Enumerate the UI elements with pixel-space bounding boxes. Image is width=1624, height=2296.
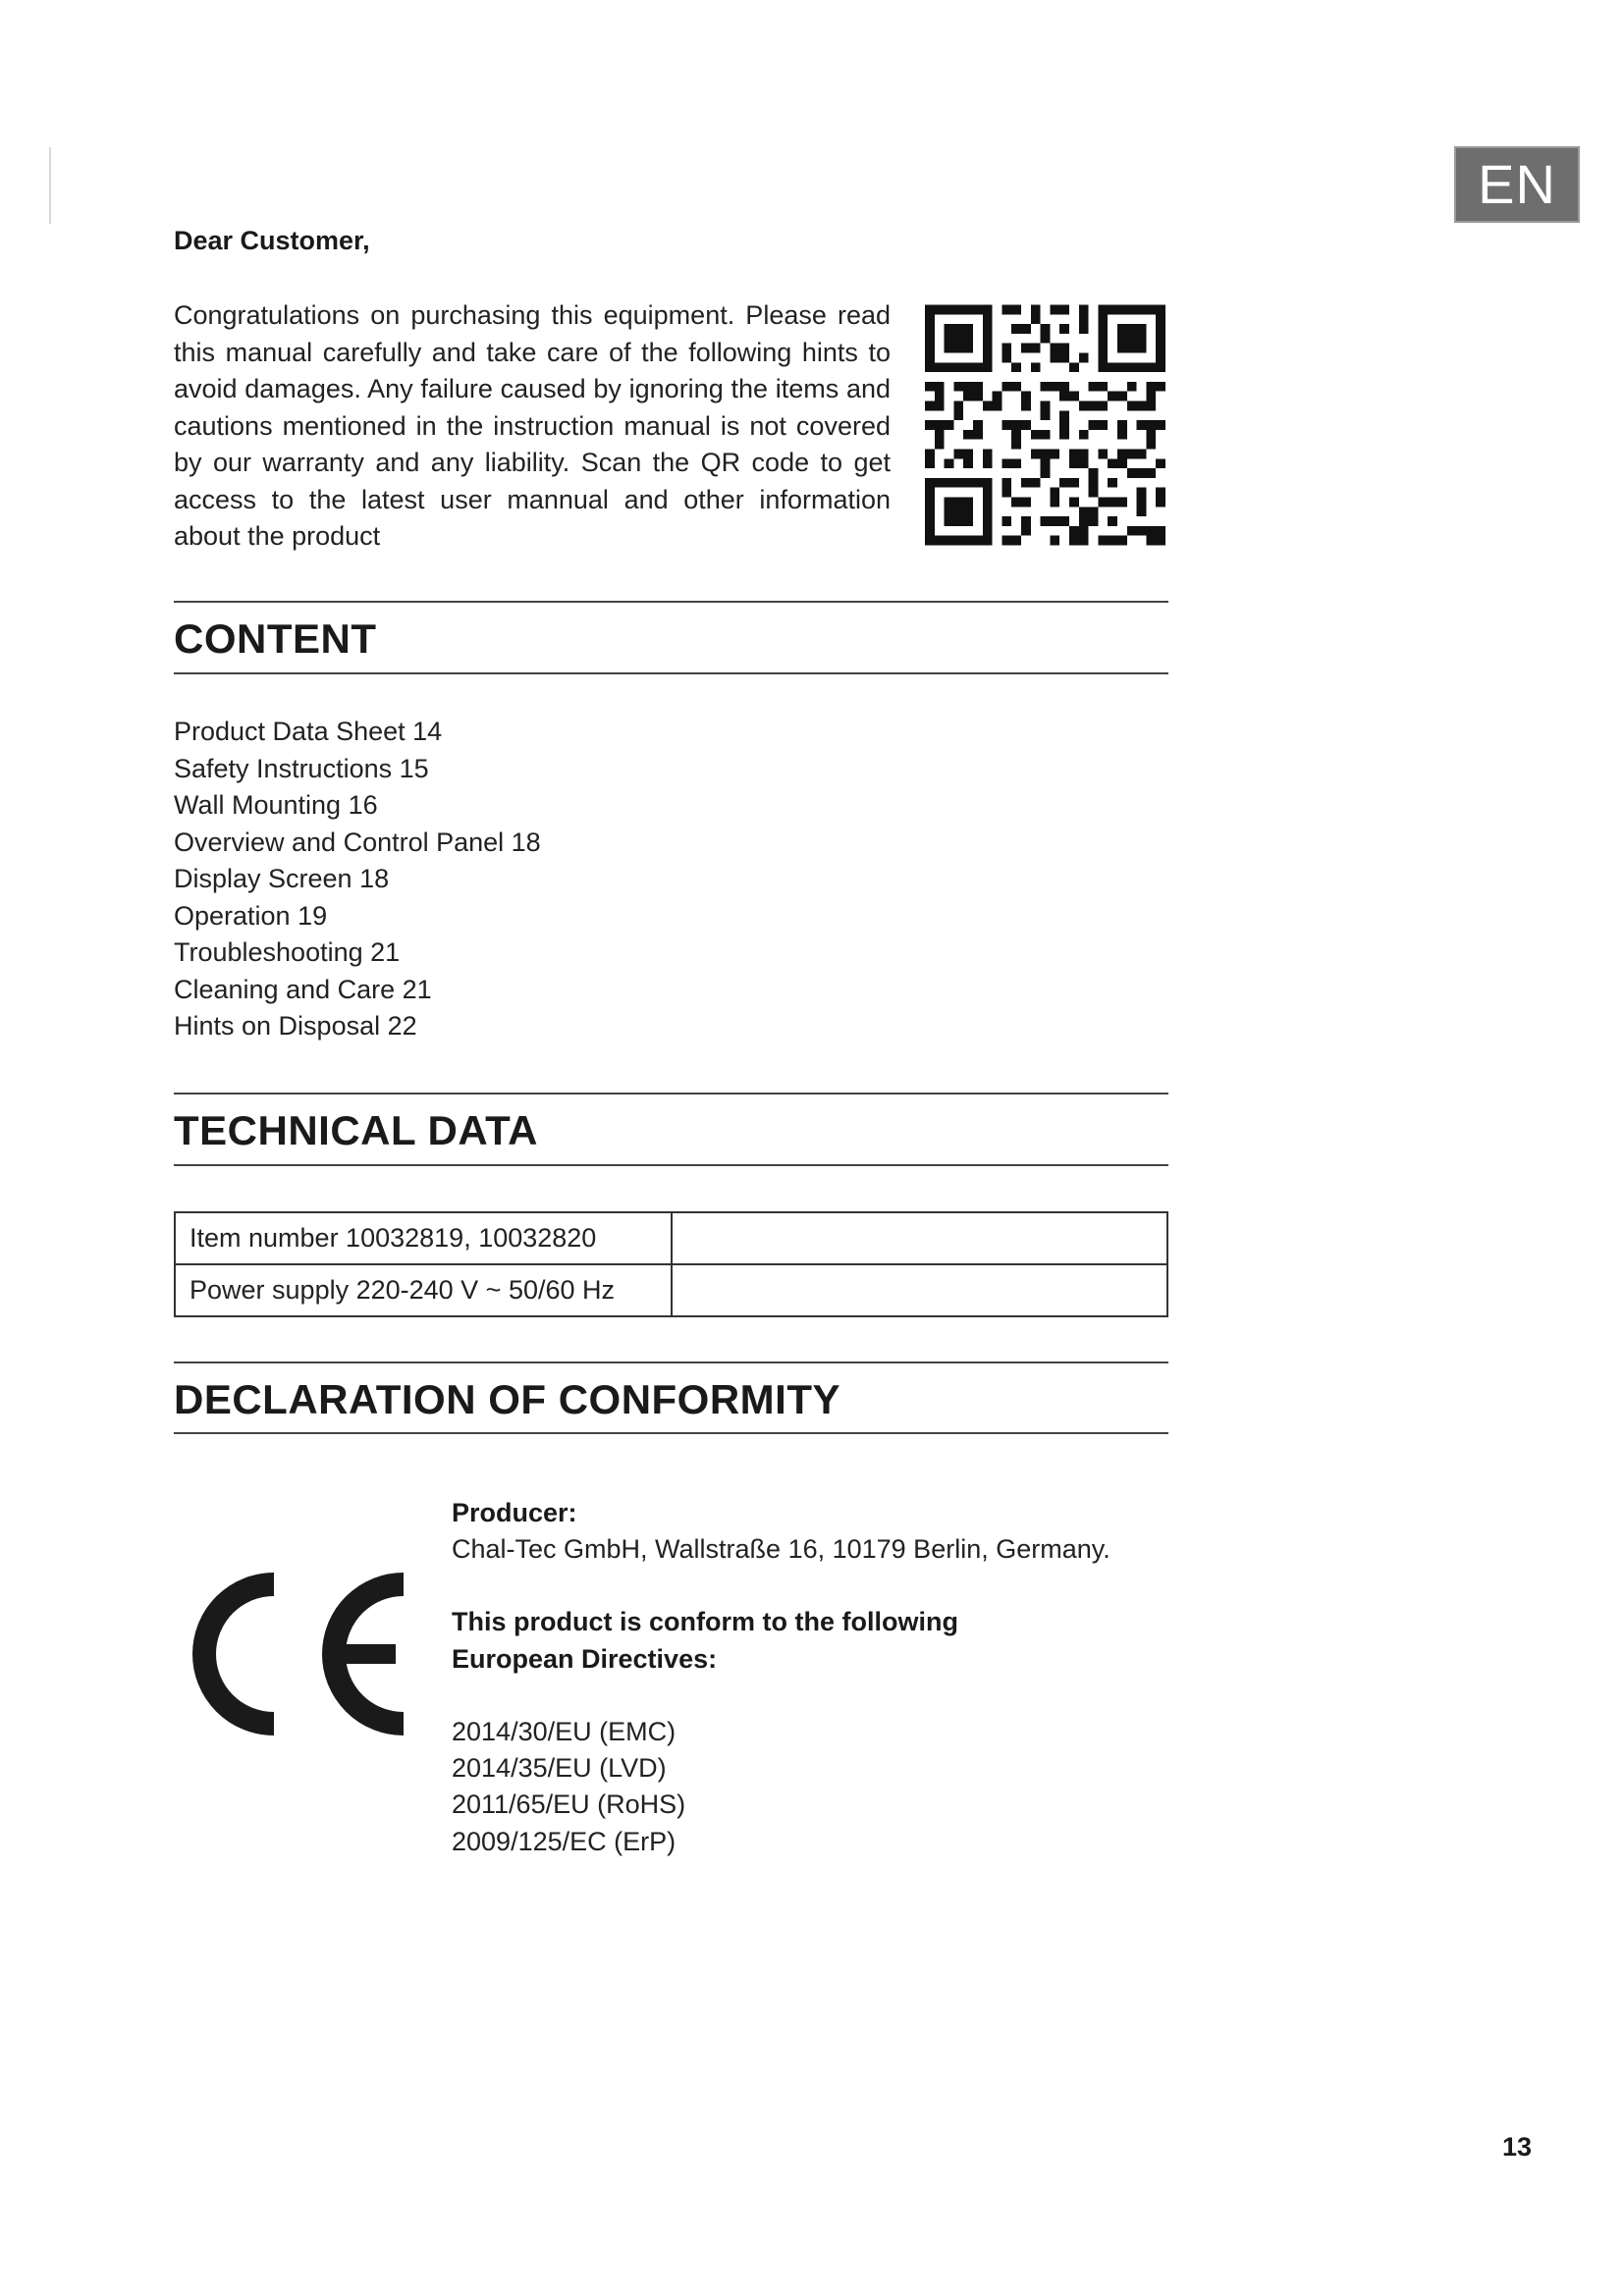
table-cell-label: Power supply 220-240 V ~ 50/60 Hz: [175, 1264, 672, 1316]
section-rule-top: [174, 601, 1168, 603]
directives-heading: This product is conform to the following European Directives:: [452, 1607, 958, 1674]
technical-data-title: TECHNICAL DATA: [174, 1107, 538, 1153]
table-row: [175, 1264, 1167, 1316]
toc-item: Overview and Control Panel 18: [174, 827, 541, 857]
greeting: Dear Customer,: [174, 226, 370, 255]
toc-item: Operation 19: [174, 900, 328, 931]
section-rule-bottom: [174, 1164, 1168, 1166]
section-rule-top: [174, 1093, 1168, 1095]
content-title: CONTENT: [174, 615, 377, 662]
toc-item: Safety Instructions 15: [174, 753, 429, 783]
toc-item: Troubleshooting 21: [174, 937, 401, 967]
directive-item: 2014/30/EU (EMC): [452, 1717, 677, 1746]
declaration-title: DECLARATION OF CONFORMITY: [174, 1376, 841, 1422]
producer-label: Producer:: [452, 1498, 577, 1527]
directive-item: 2011/65/EU (RoHS): [452, 1789, 686, 1819]
toc-item: Hints on Disposal 22: [174, 1011, 417, 1041]
table-of-contents: [174, 714, 541, 1045]
intro-paragraph: Congratulations on purchasing this equipment. Please read this manual carefully and take care of the following hints to avoid damages. Any failure caused by ignoring the items and cautions mentioned in the instruction manual is not covered by our warranty and any liability. Scan the QR code to get access to the latest user mannual and other information about the product: [174, 300, 891, 551]
toc-item: Wall Mounting 16: [174, 790, 378, 820]
producer-address: Chal-Tec GmbH, Wallstraße 16, 10179 Berlin, Germany.: [452, 1534, 1110, 1564]
section-rule-bottom: [174, 672, 1168, 674]
table-row: [175, 1212, 1167, 1264]
margin-rule: [49, 147, 51, 224]
toc-item: Cleaning and Care 21: [174, 974, 432, 1004]
directive-item: 2014/35/EU (LVD): [452, 1753, 667, 1783]
toc-item: Product Data Sheet 14: [174, 717, 443, 746]
ce-mark-icon: [191, 1571, 417, 1737]
directive-item: 2009/125/EC (ErP): [452, 1827, 677, 1856]
language-badge: EN: [1454, 146, 1580, 223]
page-number: 13: [1502, 2132, 1533, 2162]
table-cell-label: Item number 10032819, 10032820: [175, 1212, 672, 1264]
section-rule-bottom: [174, 1432, 1168, 1434]
technical-data-table: [174, 1211, 1168, 1317]
toc-item: Display Screen 18: [174, 864, 390, 893]
table-cell-value: [672, 1264, 1167, 1316]
qr-code-icon: [925, 302, 1165, 548]
section-rule-top: [174, 1362, 1168, 1363]
table-cell-value: [672, 1212, 1167, 1264]
